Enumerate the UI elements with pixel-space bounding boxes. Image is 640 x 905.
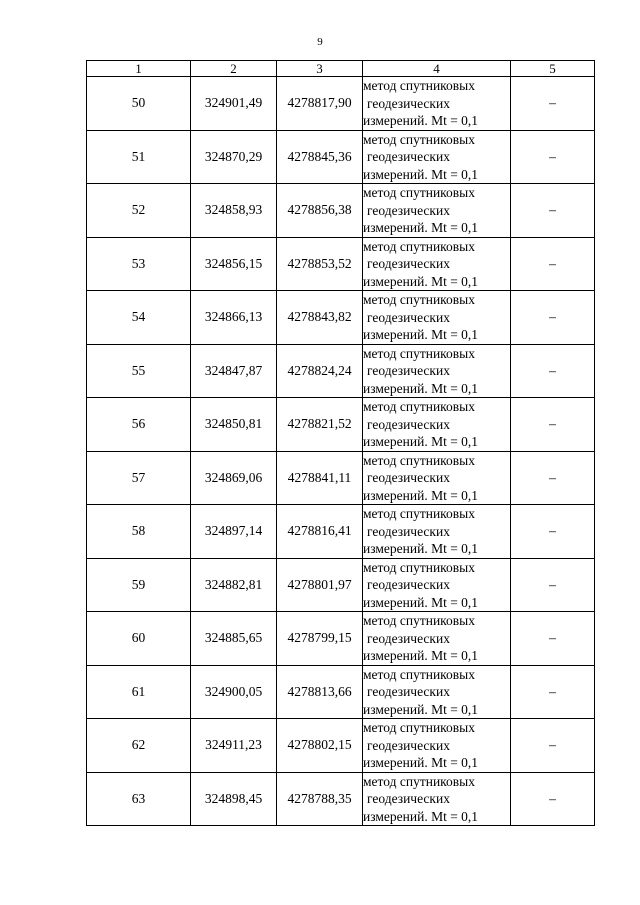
point-number: 63 [87, 772, 191, 826]
coord-y: 4278845,36 [277, 130, 363, 184]
note-cell: – [511, 237, 595, 291]
coord-y: 4278801,97 [277, 558, 363, 612]
note-cell: – [511, 772, 595, 826]
note-cell: – [511, 130, 595, 184]
method-line-1: метод спутниковых [363, 78, 475, 93]
method-line-3: измерений. Mt = 0,1 [363, 220, 479, 235]
method-line-2: геодезических [367, 149, 450, 164]
method-cell [363, 719, 511, 773]
note-cell: – [511, 665, 595, 719]
method-line-1: метод спутниковых [363, 185, 475, 200]
point-number: 59 [87, 558, 191, 612]
method-line-1: метод спутниковых [363, 773, 475, 789]
method-line-1: метод спутниковых [363, 292, 475, 307]
method-line-3: измерений. Mt = 0,1 [363, 434, 479, 449]
method-line-3: измерений. Mt = 0,1 [363, 113, 479, 128]
point-number: 56 [87, 398, 191, 452]
method-line-1: метод спутниковых [363, 666, 475, 682]
method-line-1: метод спутниковых [363, 452, 475, 468]
coord-x: 324897,14 [191, 505, 277, 559]
method-line-3: измерений. Mt = 0,1 [363, 808, 479, 824]
method-line-3: измерений. Mt = 0,1 [363, 166, 479, 182]
note-cell: – [511, 184, 595, 238]
method-line-1: метод спутниковых [363, 613, 475, 628]
method-line-3: измерений. Mt = 0,1 [363, 380, 479, 396]
header-col-2: 2 [191, 61, 277, 77]
coord-x: 324850,81 [191, 398, 277, 452]
coord-y: 4278821,52 [277, 398, 363, 452]
method-cell [363, 665, 511, 719]
point-number: 57 [87, 451, 191, 505]
coord-x: 324911,23 [191, 719, 277, 773]
header-col-4: 4 [363, 61, 511, 77]
method-line-2: геодезических [367, 523, 450, 539]
table-row [87, 344, 595, 398]
note-cell: – [511, 77, 595, 131]
point-number: 53 [87, 237, 191, 291]
point-number: 61 [87, 665, 191, 719]
point-number: 58 [87, 505, 191, 559]
method-line-2: геодезических [367, 630, 450, 646]
method-line-1: метод спутниковых [363, 131, 475, 147]
note-cell: – [511, 291, 595, 345]
table-row [87, 291, 595, 345]
header-col-3: 3 [277, 61, 363, 77]
note-cell: – [511, 558, 595, 612]
method-cell [363, 612, 511, 666]
table-row [87, 719, 595, 773]
method-cell [363, 344, 511, 398]
method-cell [363, 237, 511, 291]
coord-y: 4278799,15 [277, 612, 363, 666]
method-cell [363, 184, 511, 238]
coord-y: 4278788,35 [277, 772, 363, 826]
header-col-1: 1 [87, 61, 191, 77]
method-cell [363, 130, 511, 184]
coord-x: 324901,49 [191, 77, 277, 131]
page-number: 9 [317, 36, 323, 48]
coord-y: 4278841,11 [277, 451, 363, 505]
table-row [87, 130, 595, 184]
method-line-3: измерений. Mt = 0,1 [363, 755, 479, 770]
point-number: 50 [87, 77, 191, 131]
method-line-2: геодезических [367, 577, 450, 592]
method-line-2: геодезических [367, 684, 450, 699]
table-row [87, 772, 595, 826]
table-row [87, 558, 595, 612]
coord-x: 324866,13 [191, 291, 277, 345]
method-cell [363, 291, 511, 345]
method-line-2: геодезических [367, 737, 450, 753]
method-cell [363, 772, 511, 826]
method-cell [363, 558, 511, 612]
coord-y: 4278856,38 [277, 184, 363, 238]
method-line-1: метод спутниковых [363, 559, 475, 575]
coord-y: 4278817,90 [277, 77, 363, 131]
coord-y: 4278843,82 [277, 291, 363, 345]
method-line-1: метод спутниковых [363, 720, 475, 735]
table-body [87, 77, 595, 826]
method-cell [363, 451, 511, 505]
coord-y: 4278824,24 [277, 344, 363, 398]
coord-y: 4278853,52 [277, 237, 363, 291]
coord-x: 324900,05 [191, 665, 277, 719]
note-cell: – [511, 505, 595, 559]
method-cell [363, 398, 511, 452]
method-line-2: геодезических [367, 256, 450, 271]
point-number: 54 [87, 291, 191, 345]
coord-y: 4278813,66 [277, 665, 363, 719]
method-line-2: геодезических [367, 470, 450, 485]
method-line-1: метод спутниковых [363, 238, 475, 254]
method-line-1: метод спутниковых [363, 345, 475, 361]
table-row [87, 505, 595, 559]
table-row [87, 398, 595, 452]
table-row [87, 77, 595, 131]
method-line-2: геодезических [367, 95, 450, 111]
method-line-2: геодезических [367, 416, 450, 432]
point-number: 51 [87, 130, 191, 184]
table-row [87, 184, 595, 238]
table-row [87, 665, 595, 719]
coord-x: 324870,29 [191, 130, 277, 184]
note-cell: – [511, 344, 595, 398]
method-line-3: измерений. Mt = 0,1 [363, 273, 479, 289]
table-row [87, 612, 595, 666]
coord-x: 324882,81 [191, 558, 277, 612]
header-row [87, 61, 595, 77]
point-number: 52 [87, 184, 191, 238]
method-line-2: геодезических [367, 363, 450, 378]
note-cell: – [511, 612, 595, 666]
coord-y: 4278816,41 [277, 505, 363, 559]
coord-y: 4278802,15 [277, 719, 363, 773]
method-line-2: геодезических [367, 309, 450, 325]
method-line-2: геодезических [367, 791, 450, 806]
point-number: 55 [87, 344, 191, 398]
coord-x: 324885,65 [191, 612, 277, 666]
method-line-3: измерений. Mt = 0,1 [363, 701, 479, 717]
method-line-3: измерений. Mt = 0,1 [363, 594, 479, 610]
method-line-3: измерений. Mt = 0,1 [363, 327, 479, 342]
note-cell: – [511, 398, 595, 452]
method-line-1: метод спутниковых [363, 399, 475, 414]
coord-x: 324898,45 [191, 772, 277, 826]
table-row [87, 237, 595, 291]
coord-x: 324858,93 [191, 184, 277, 238]
method-cell [363, 505, 511, 559]
method-line-3: измерений. Mt = 0,1 [363, 541, 479, 556]
method-line-1: метод спутниковых [363, 506, 475, 521]
point-number: 62 [87, 719, 191, 773]
coord-x: 324847,87 [191, 344, 277, 398]
coord-x: 324856,15 [191, 237, 277, 291]
method-line-2: геодезических [367, 202, 450, 218]
method-line-3: измерений. Mt = 0,1 [363, 487, 479, 503]
method-line-3: измерений. Mt = 0,1 [363, 648, 479, 663]
coordinates-table [86, 60, 595, 826]
coord-x: 324869,06 [191, 451, 277, 505]
point-number: 60 [87, 612, 191, 666]
method-cell [363, 77, 511, 131]
table-row [87, 451, 595, 505]
note-cell: – [511, 719, 595, 773]
note-cell: – [511, 451, 595, 505]
header-col-5: 5 [511, 61, 595, 77]
